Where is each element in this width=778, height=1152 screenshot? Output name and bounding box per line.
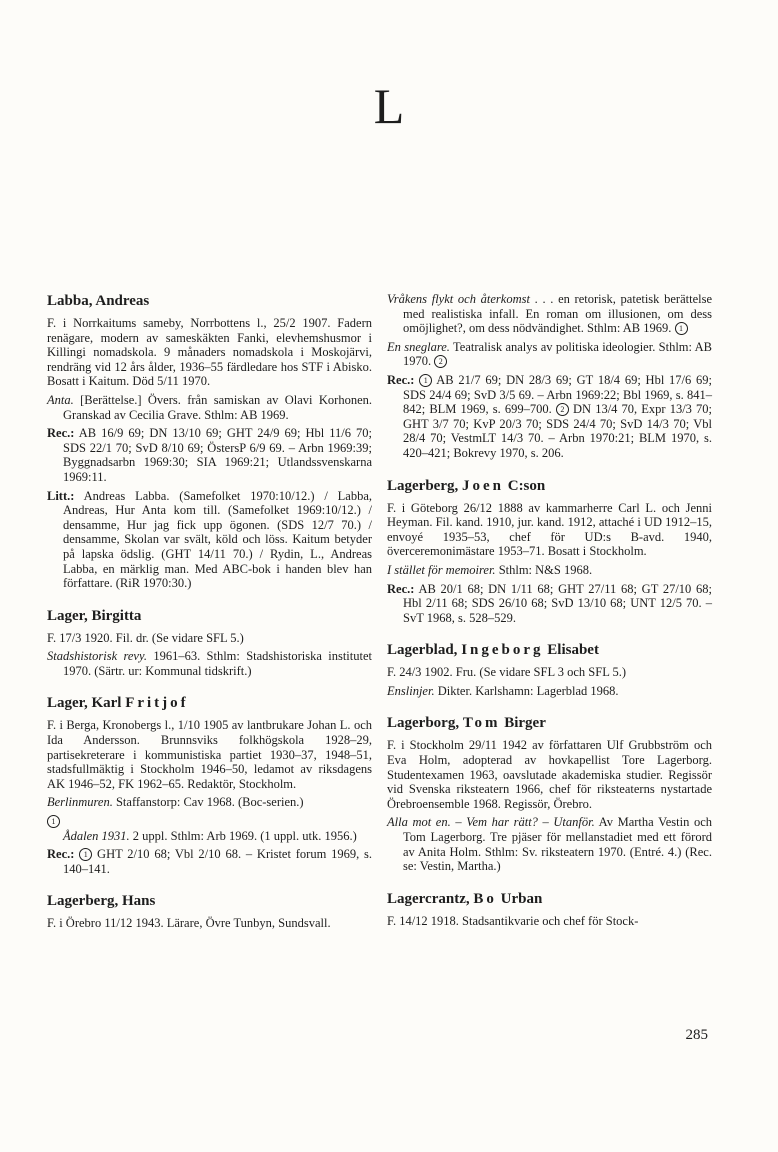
work-title: Enslinjer. — [387, 683, 435, 698]
name-tail: Birger — [504, 715, 546, 732]
work-title: Stadshistorisk revy. — [47, 649, 147, 664]
left-column — [47, 292, 372, 947]
edition-mark-icon: 2 — [556, 403, 569, 416]
entry-name: Lagerberg, Hans — [47, 893, 156, 910]
entry-name: Lager, Birgitta — [47, 607, 142, 624]
work-details: Sthlm: N&S 1968. — [498, 562, 593, 577]
reviews-label: Rec.: — [387, 372, 415, 387]
name-tail: Urban — [500, 890, 543, 907]
edition-mark-icon: 1 — [419, 374, 432, 387]
entry-name — [387, 477, 712, 496]
literature-text: Andreas Labba. (Samefolket 1970:10/12.) / Labba, Andreas, Hur Anta kom till. (Samefolket 1969:10/12.) / densamme, Hur jag fick upp ögonen. (SDS 12/7 70.) / densamme, Skolan var svält, köld och löss. Kaitum betyder på lapska ödslig. (GHT 14/11 70.) / Rydin, L., Andreas Labba, en märklig man. Med ABC-bok i handen blev han författare. (RiR 1970:30.) — [63, 488, 373, 591]
work-details: [Berättelse.] Övers. från samiskan av Olavi Korhonen. Granskad av Cecilia Grave. Sthlm: AB 1969. — [63, 392, 373, 422]
entry-work — [47, 795, 372, 810]
entry-labba-andreas — [47, 292, 372, 591]
entry-work — [387, 684, 712, 699]
edition-mark-icon: 1 — [79, 848, 92, 861]
work-title: En sneglare. — [387, 339, 450, 354]
entry-name — [47, 694, 372, 713]
page-number: 285 — [685, 1027, 708, 1043]
work-details: Staffanstorp: Cav 1968. (Boc-serien.) — [115, 795, 304, 810]
entry-reviews — [47, 847, 372, 876]
work-title: Anta. — [47, 392, 74, 407]
name-given-spaced: Joen — [461, 477, 504, 494]
entry-lagercrantz — [387, 890, 712, 929]
edition-mark-icon: 1 — [675, 322, 688, 335]
reviews-text: AB 21/7 69; DN 28/3 69; GT 18/4 69; Hbl 17/6 69; SDS 24/4 69; SvD 3/5 69. – Arbn 1969:22; Bbl 1969, s. 841–842; BLM 1969, s. 699–700. — [403, 372, 713, 417]
edition-mark-icon: 2 — [434, 355, 447, 368]
name-surname: Lagerberg, — [387, 477, 459, 494]
reviews-label: Rec.: — [47, 426, 75, 441]
entry-work — [47, 393, 372, 422]
entry-bio: F. i Berga, Kronobergs l., 1/10 1905 av lantbrukare Johan L. och Ida Andersson. Brunnsviks folkhögskola 1928–29, partisekreterare i kommunistiska partiet 1930–37, 1948–51, stadsfullmäktig i Stockholm 1946–50, ledamot av riksdagens AK 1946–52, FK 1962–65. Redaktör, Stockholm. — [47, 718, 372, 791]
work-details: Av Martha Vestin och Tom Lagerborg. Tre pjäser för mellanstadiet med ett förord av Anita Holm. Sthlm: Sv. riksteatern 1970. (Entré. 4.) (Rec. se: Vestin, Martha.) — [403, 815, 712, 874]
entry-lagerberg-hans — [47, 892, 372, 931]
reviews-text: AB 20/1 68; DN 1/11 68; GHT 27/11 68; GT 27/10 68; Hbl 2/11 68; SDS 26/10 68; SvD 13/10 68; UNT 12/5 70. – SvT 1968, s. 528–529. — [403, 581, 712, 625]
name-surname: Lagerblad, — [387, 642, 458, 659]
entry-literature — [47, 489, 372, 591]
entry-name — [387, 890, 712, 909]
entry-work — [47, 649, 372, 678]
name-tail: C:son — [507, 477, 546, 494]
work-details: Teatralisk analys av politiska ideologier. Sthlm: AB 1970. — [403, 339, 712, 369]
entry-name — [387, 641, 712, 660]
entry-work — [387, 340, 712, 369]
name-given-spaced: Ingeborg — [461, 642, 544, 659]
name-tail: Elisabet — [547, 642, 599, 659]
entry-bio: F. 17/3 1920. Fil. dr. (Se vidare SFL 5.) — [47, 630, 244, 645]
literature-label: Litt.: — [47, 488, 75, 503]
entry-bio: F. i Göteborg 26/12 1888 av kammarherre Carl L. och Jenni Heyman. Fil. kand. 1910, jur. kand. 1912, attaché i UD 1912–15, envoyé 1935–53, chef för UD:s B-avd. 1940, överceremonimästare 1953–71. Bosatt i Stockholm. — [387, 500, 712, 559]
work-details: 2 uppl. Sthlm: Arb 1969. (1 uppl. utk. 1956.) — [132, 828, 357, 843]
work-details: 1961–63. Sthlm: Stadshistoriska institutet 1970. (Särtr. ur: Kommunal tidskrift.) — [63, 649, 372, 678]
name-surname: Lager, Karl — [47, 695, 122, 712]
entry-reviews — [387, 373, 712, 461]
name-given-spaced: Fritjof — [125, 695, 189, 712]
name-given-spaced: Tom — [462, 715, 501, 732]
entry-work — [47, 814, 372, 843]
work-title: Alla mot en. – Vem har rätt? – Utanför. — [387, 815, 595, 830]
reviews-text: DN 13/4 70, Expr 13/3 70; GHT 3/7 70; KvP 20/3 70; SDS 24/4 70; SvD 14/3 70; Vbl 28/4 70; VestmLT 14/3 70. – Arbn 1970:21; BLM 1970, s. 420–421; Bokrevy 1970, s. 206. — [403, 402, 713, 460]
reviews-label: Rec.: — [387, 581, 415, 596]
work-title: I stället för memoirer. — [387, 562, 496, 577]
work-title: Berlinmuren. — [47, 795, 113, 810]
entry-lager-birgitta — [47, 607, 372, 679]
entry-work — [387, 815, 712, 873]
entry-lagerblad — [387, 641, 712, 698]
entry-name: Labba, Andreas — [47, 293, 150, 309]
entry-bio: F. 24/3 1902. Fru. (Se vidare SFL 3 och SFL 5.) — [387, 665, 627, 680]
reviews-text: AB 16/9 69; DN 13/10 69; GHT 24/9 69; Hbl 11/6 70; SDS 22/1 70; SvD 8/10 69; ÖstersP 6/9 69. – Arbn 1969:39; Byggnadsarbn 1969:30; SIA 1969:21; Utlandssvenskarna 1969:11. — [63, 426, 373, 484]
reviews-text: GHT 2/10 68; Vbl 2/10 68. – Kristet forum 1969, s. 140–141. — [63, 847, 373, 876]
work-details: . . . en retorisk, patetisk berättelse med realistiska infall. En roman om illusionen, om dess omöjlighet?, om dess nödvändighet. Sthlm: AB 1969. — [403, 292, 712, 336]
work-details: Dikter. Karlshamn: Lagerblad 1968. — [437, 683, 619, 698]
name-surname: Lagerborg, — [387, 715, 460, 732]
entry-reviews — [47, 426, 372, 484]
edition-mark-icon: 1 — [47, 815, 60, 828]
name-given-spaced: Bo — [473, 890, 497, 907]
entry-lagerberg-joen — [387, 477, 712, 626]
right-column — [387, 292, 712, 944]
entry-reviews — [387, 582, 712, 626]
entry-lager-karl — [47, 694, 372, 876]
entry-bio: F. i Norrkaitums sameby, Norrbottens l., 25/2 1907. Fadern renägare, modern av sameskäkten Fanki, elevhemshusmor i Killingi nomadskola. 9 månaders nomadskola i Moskojärvi, rendräng vid 12 års ålder, 1936–55 färdledare hos STF i Abisko. Bosatt i Kaitum. Död 5/11 1970. — [47, 316, 372, 389]
work-title: Vråkens flykt och återkomst — [387, 292, 530, 306]
section-letter: L — [373, 78, 405, 134]
entry-bio: F. i Örebro 11/12 1943. Lärare, Övre Tunbyn, Sundsvall. — [47, 916, 331, 931]
name-surname: Lagercrantz, — [387, 890, 470, 907]
work-title: Ådalen 1931. — [63, 828, 130, 843]
entry-name — [387, 714, 712, 733]
entry-lagerberg-hans-continued — [387, 292, 712, 461]
entry-work — [387, 563, 712, 578]
entry-work — [387, 292, 712, 336]
entry-bio: F. i Stockholm 29/11 1942 av författaren Ulf Grubbström och Eva Holm, adopterad av hovkapellist Tore Lagerborg. Studentexamen 1963, oavslutade akademiska studier. Regissör vid Svenska riksteatern 1966, chef för riksteaterns nystartade Örebroensemble 1968. Regissör, Örebro. — [387, 738, 712, 811]
entry-bio: F. 14/12 1918. Stadsantikvarie och chef för Stock- — [387, 913, 639, 928]
entry-lagerborg — [387, 714, 712, 873]
reviews-label: Rec.: — [47, 847, 75, 862]
